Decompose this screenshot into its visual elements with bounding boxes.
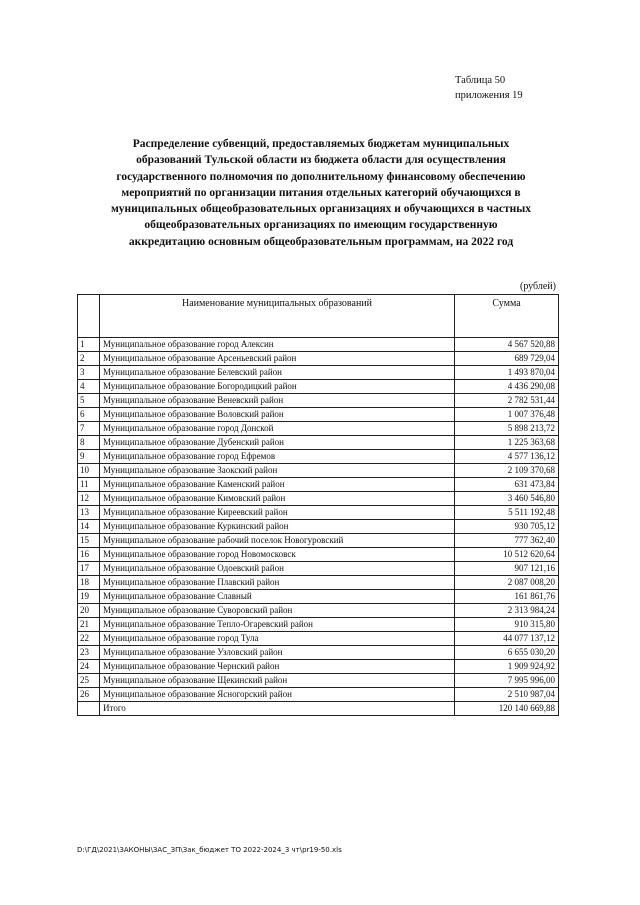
header-number [78,295,100,338]
row-number: 26 [78,688,100,702]
row-amount: 44 077 137,12 [455,632,559,646]
table-row [78,478,559,492]
municipality-name: Муниципальное образование Арсеньевский район [100,352,455,366]
table-row [78,520,559,534]
table-row [78,338,559,352]
row-number: 16 [78,548,100,562]
row-number: 23 [78,646,100,660]
table-row [78,492,559,506]
table-row [78,436,559,450]
municipality-name: Муниципальное образование Кимовский район [100,492,455,506]
title-line: государственного полномочия по дополнительному финансовому обеспечению [116,170,526,183]
municipality-name: Муниципальное образование Куркинский район [100,520,455,534]
total-row [78,702,559,716]
total-amount: 120 140 669,88 [455,702,559,716]
municipality-name: Муниципальное образование Чернский район [100,660,455,674]
title-line: муниципальных общеобразовательных организациях и обучающихся в частных [110,203,532,216]
row-amount: 5 511 192,48 [455,506,559,520]
row-number: 2 [78,352,100,366]
row-amount: 2 313 984,24 [455,604,559,618]
title-line: образований Тульской области из бюджета области для осуществления [136,154,506,167]
table-row [78,534,559,548]
municipality-name: Муниципальное образование Плавский район [100,576,455,590]
title-line: Распределение субвенций, предоставляемых бюджетам муниципальных [132,138,510,150]
municipality-name: Муниципальное образование Щекинский район [100,674,455,688]
municipality-name: Муниципальное образование Киреевский район [100,506,455,520]
row-amount: 1 493 870,04 [455,366,559,380]
row-number: 7 [78,422,100,436]
table-row [78,408,559,422]
table-row [78,674,559,688]
row-number: 20 [78,604,100,618]
row-number: 25 [78,674,100,688]
table-row [78,688,559,702]
municipality-name: Муниципальное образование Тепло-Огаревский район [100,618,455,632]
row-number: 22 [78,632,100,646]
municipality-name: Муниципальное образование город Ефремов [100,450,455,464]
municipality-name: Муниципальное образование Узловский район [100,646,455,660]
row-number: 13 [78,506,100,520]
row-amount: 4 577 136,12 [455,450,559,464]
row-number: 10 [78,464,100,478]
title-line: общеобразовательных организациях по имеющим государственную [144,219,498,232]
municipality-name: Муниципальное образование Суворовский район [100,604,455,618]
subventions-table [77,294,559,716]
table-row [78,548,559,562]
table-reference [455,73,523,103]
total-label: Итого [100,702,455,716]
row-number: 21 [78,618,100,632]
table-header-row [78,295,559,338]
row-amount: 631 473,84 [455,478,559,492]
table-row [78,590,559,604]
row-number: 12 [78,492,100,506]
title-line: аккредитацию основным общеобразовательным программам, на 2022 год [128,235,514,248]
municipality-name: Муниципальное образование рабочий поселок Новогуровский [100,534,455,548]
row-amount: 777 362,40 [455,534,559,548]
row-amount: 5 898 213,72 [455,422,559,436]
row-number: 5 [78,394,100,408]
row-amount: 2 087 008,20 [455,576,559,590]
row-amount: 4 567 520,88 [455,338,559,352]
row-number: 19 [78,590,100,604]
appendix-number: приложения 19 [455,90,523,101]
file-path-footer: D:\ГД\2021\ЗАКОНЫ\ЗАС_ЗП\Зак_бюджет ТО 2022-2024_3 чт\pr19-50.xls [77,846,342,854]
row-amount: 2 782 531,44 [455,394,559,408]
row-number: 15 [78,534,100,548]
table-row [78,562,559,576]
table-row [78,352,559,366]
row-number: 14 [78,520,100,534]
municipality-name: Муниципальное образование город Новомосковск [100,548,455,562]
municipality-name: Муниципальное образование город Алексин [100,338,455,352]
municipality-name: Муниципальное образование Белевский район [100,366,455,380]
table-row [78,604,559,618]
row-amount: 910 315,80 [455,618,559,632]
row-number: 24 [78,660,100,674]
row-amount: 10 512 620,64 [455,548,559,562]
row-amount: 907 121,16 [455,562,559,576]
header-name: Наименование муниципальных образований [100,295,455,338]
document-title [80,136,562,250]
table-row [78,618,559,632]
total-number [78,702,100,716]
table-row [78,632,559,646]
row-amount: 689 729,04 [455,352,559,366]
row-number: 6 [78,408,100,422]
row-amount: 1 007 376,48 [455,408,559,422]
municipality-name: Муниципальное образование Ясногорский район [100,688,455,702]
row-amount: 161 861,76 [455,590,559,604]
row-amount: 4 436 290,08 [455,380,559,394]
table-row [78,576,559,590]
table-row [78,646,559,660]
row-number: 1 [78,338,100,352]
row-number: 9 [78,450,100,464]
table-row [78,366,559,380]
row-amount: 7 995 996,00 [455,674,559,688]
header-amount: Сумма [455,295,559,338]
municipality-name: Муниципальное образование Богородицкий район [100,380,455,394]
table-row [78,422,559,436]
table-number: Таблица 50 [455,75,506,86]
row-amount: 6 655 030,20 [455,646,559,660]
row-number: 11 [78,478,100,492]
table-row [78,380,559,394]
municipality-name: Муниципальное образование Одоевский район [100,562,455,576]
row-number: 4 [78,380,100,394]
row-amount: 3 460 546,80 [455,492,559,506]
row-number: 17 [78,562,100,576]
municipality-name: Муниципальное образование Веневский район [100,394,455,408]
municipality-name: Муниципальное образование Каменский район [100,478,455,492]
row-amount: 930 705,12 [455,520,559,534]
table-row [78,464,559,478]
municipality-name: Муниципальное образование Заокский район [100,464,455,478]
row-amount: 1 909 924,92 [455,660,559,674]
row-amount: 1 225 363,68 [455,436,559,450]
row-number: 18 [78,576,100,590]
municipality-name: Муниципальное образование Воловский район [100,408,455,422]
municipality-name: Муниципальное образование город Тула [100,632,455,646]
municipality-name: Муниципальное образование Славный [100,590,455,604]
table-row [78,506,559,520]
table-row [78,660,559,674]
row-amount: 2 510 987,04 [455,688,559,702]
municipality-name: Муниципальное образование город Донской [100,422,455,436]
units-label: (рублей) [519,281,556,292]
title-line: мероприятий по организации питания отдельных категорий обучающихся в [121,186,521,199]
row-amount: 2 109 370,68 [455,464,559,478]
municipality-name: Муниципальное образование Дубенский район [100,436,455,450]
row-number: 3 [78,366,100,380]
table-row [78,394,559,408]
table-row [78,450,559,464]
row-number: 8 [78,436,100,450]
